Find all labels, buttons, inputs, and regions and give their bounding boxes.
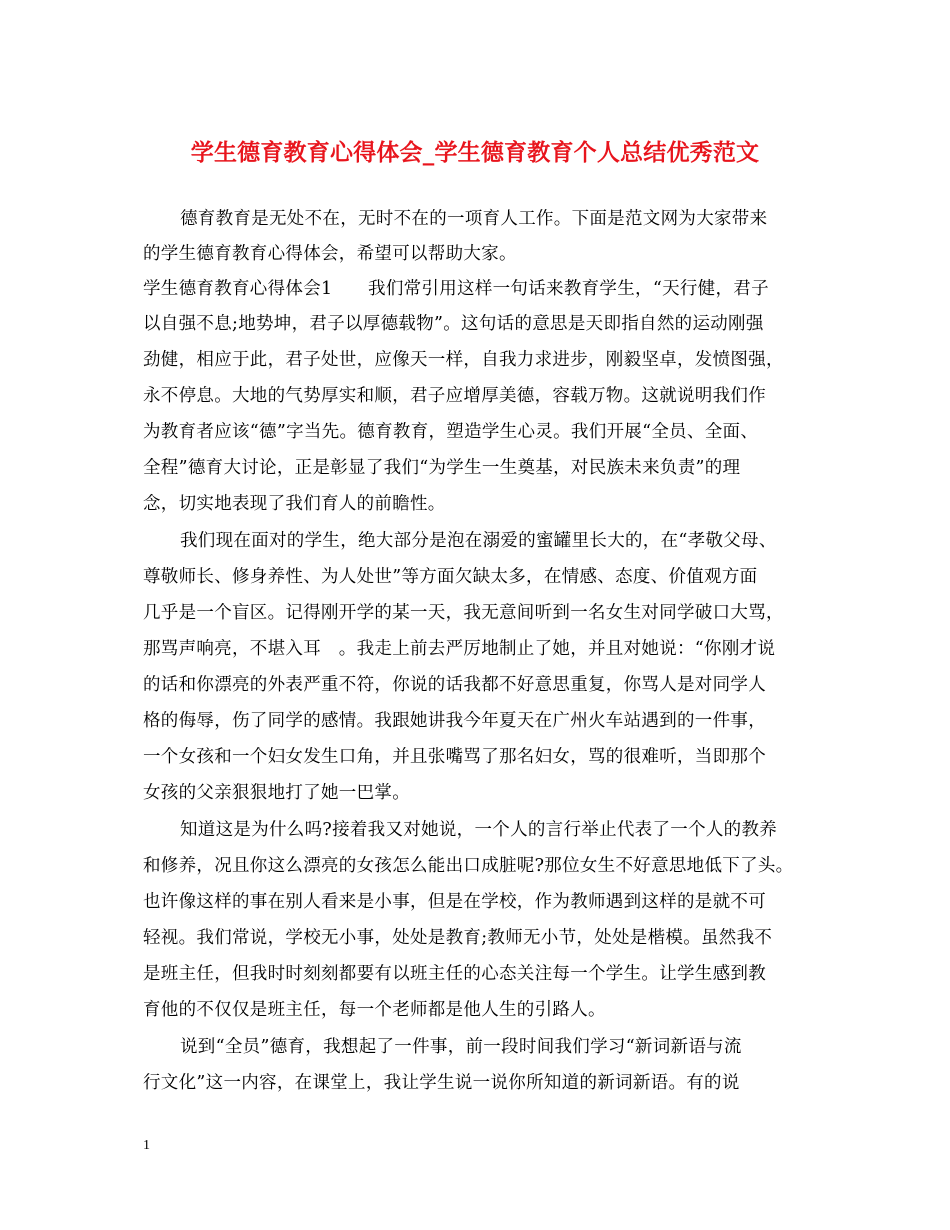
paragraph-line: 尊敬师长、修身养性、为人处世”等方面欠缺太多，在情感、态度、价值观方面 bbox=[143, 567, 758, 587]
paragraph-line: 知道这是为什么吗?接着我又对她说，一个人的言行举止代表了一个人的教养 bbox=[180, 820, 778, 840]
paragraph-line: 和修养，况且你这么漂亮的女孩怎么能出口成脏呢?那位女生不好意思地低下了头。 bbox=[143, 856, 794, 876]
paragraph-line: 是班主任，但我时时刻刻都要有以班主任的心态关注每一个学生。让学生感到教 bbox=[143, 964, 766, 984]
paragraph-line: 我们现在面对的学生，绝大部分是泡在溺爱的蜜罐里长大的，在“孝敬父母、 bbox=[180, 531, 777, 551]
paragraph-line: 永不停息。大地的气势厚实和顺，君子应增厚美德，容载万物。这就说明我们作 bbox=[143, 386, 766, 406]
paragraph-line: 学生德育教育心得体会1 我们常引用这样一句话来教育学生，“天行健，君子 bbox=[143, 279, 769, 299]
paragraph-line: 德育教育是无处不在，无时不在的一项育人工作。下面是范文网为大家带来 bbox=[180, 209, 768, 229]
paragraph-line: 为教育者应该“德”字当先。德育教育，塑造学生心灵。我们开展“全员、全面、 bbox=[143, 422, 759, 442]
paragraph-line: 全程”德育大讨论，正是彰显了我们“为学生一生奠基，对民族未来负责”的理 bbox=[143, 458, 741, 478]
paragraph-line: 的话和你漂亮的外表严重不符，你说的话我都不好意思重复，你骂人是对同学人 bbox=[143, 675, 766, 695]
paragraph-line: 念，切实地表现了我们育人的前瞻性。 bbox=[143, 494, 446, 514]
document-title: 学生德育教育心得体会_学生德育教育个人总结优秀范文 bbox=[190, 139, 760, 166]
paragraph-line: 以自强不息;地势坤，君子以厚德载物”。这句话的意思是天即指自然的运动刚强 bbox=[143, 314, 764, 334]
paragraph-line: 几乎是一个盲区。记得刚开学的某一天，我无意间听到一名女生对同学破口大骂， bbox=[143, 603, 784, 623]
paragraph-line: 说到“全员”德育，我想起了一件事，前一段时间我们学习“新词新语与流 bbox=[180, 1037, 742, 1057]
page-number: 1 bbox=[143, 1138, 150, 1153]
paragraph-line: 一个女孩和一个妇女发生口角，并且张嘴骂了那名妇女，骂的很难听，当即那个 bbox=[143, 747, 766, 767]
paragraph-line: 轻视。我们常说，学校无小事，处处是教育;教师无小节，处处是楷模。虽然我不 bbox=[143, 928, 773, 948]
paragraph-line: 女孩的父亲狠狠地打了她一巴掌。 bbox=[143, 783, 410, 803]
paragraph-line: 的学生德育教育心得体会，希望可以帮助大家。 bbox=[143, 244, 517, 264]
paragraph-line: 也许像这样的事在别人看来是小事，但是在学校，作为教师遇到这样的是就不可 bbox=[143, 892, 766, 912]
paragraph-line: 那骂声响亮，不堪入耳 。我走上前去严厉地制止了她，并且对她说：“你刚才说 bbox=[143, 639, 776, 659]
paragraph-line: 格的侮辱，伤了同学的感情。我跟她讲我今年夏天在广州火车站遇到的一件事， bbox=[143, 711, 766, 731]
paragraph-line: 行文化”这一内容，在课堂上，我让学生说一说你所知道的新词新语。有的说 bbox=[143, 1073, 740, 1093]
paragraph-line: 育他的不仅仅是班主任，每一个老师都是他人生的引路人。 bbox=[143, 1000, 606, 1020]
paragraph-line: 劲健，相应于此，君子处世，应像天一样，自我力求进步，刚毅坚卓，发愤图强， bbox=[143, 350, 784, 370]
